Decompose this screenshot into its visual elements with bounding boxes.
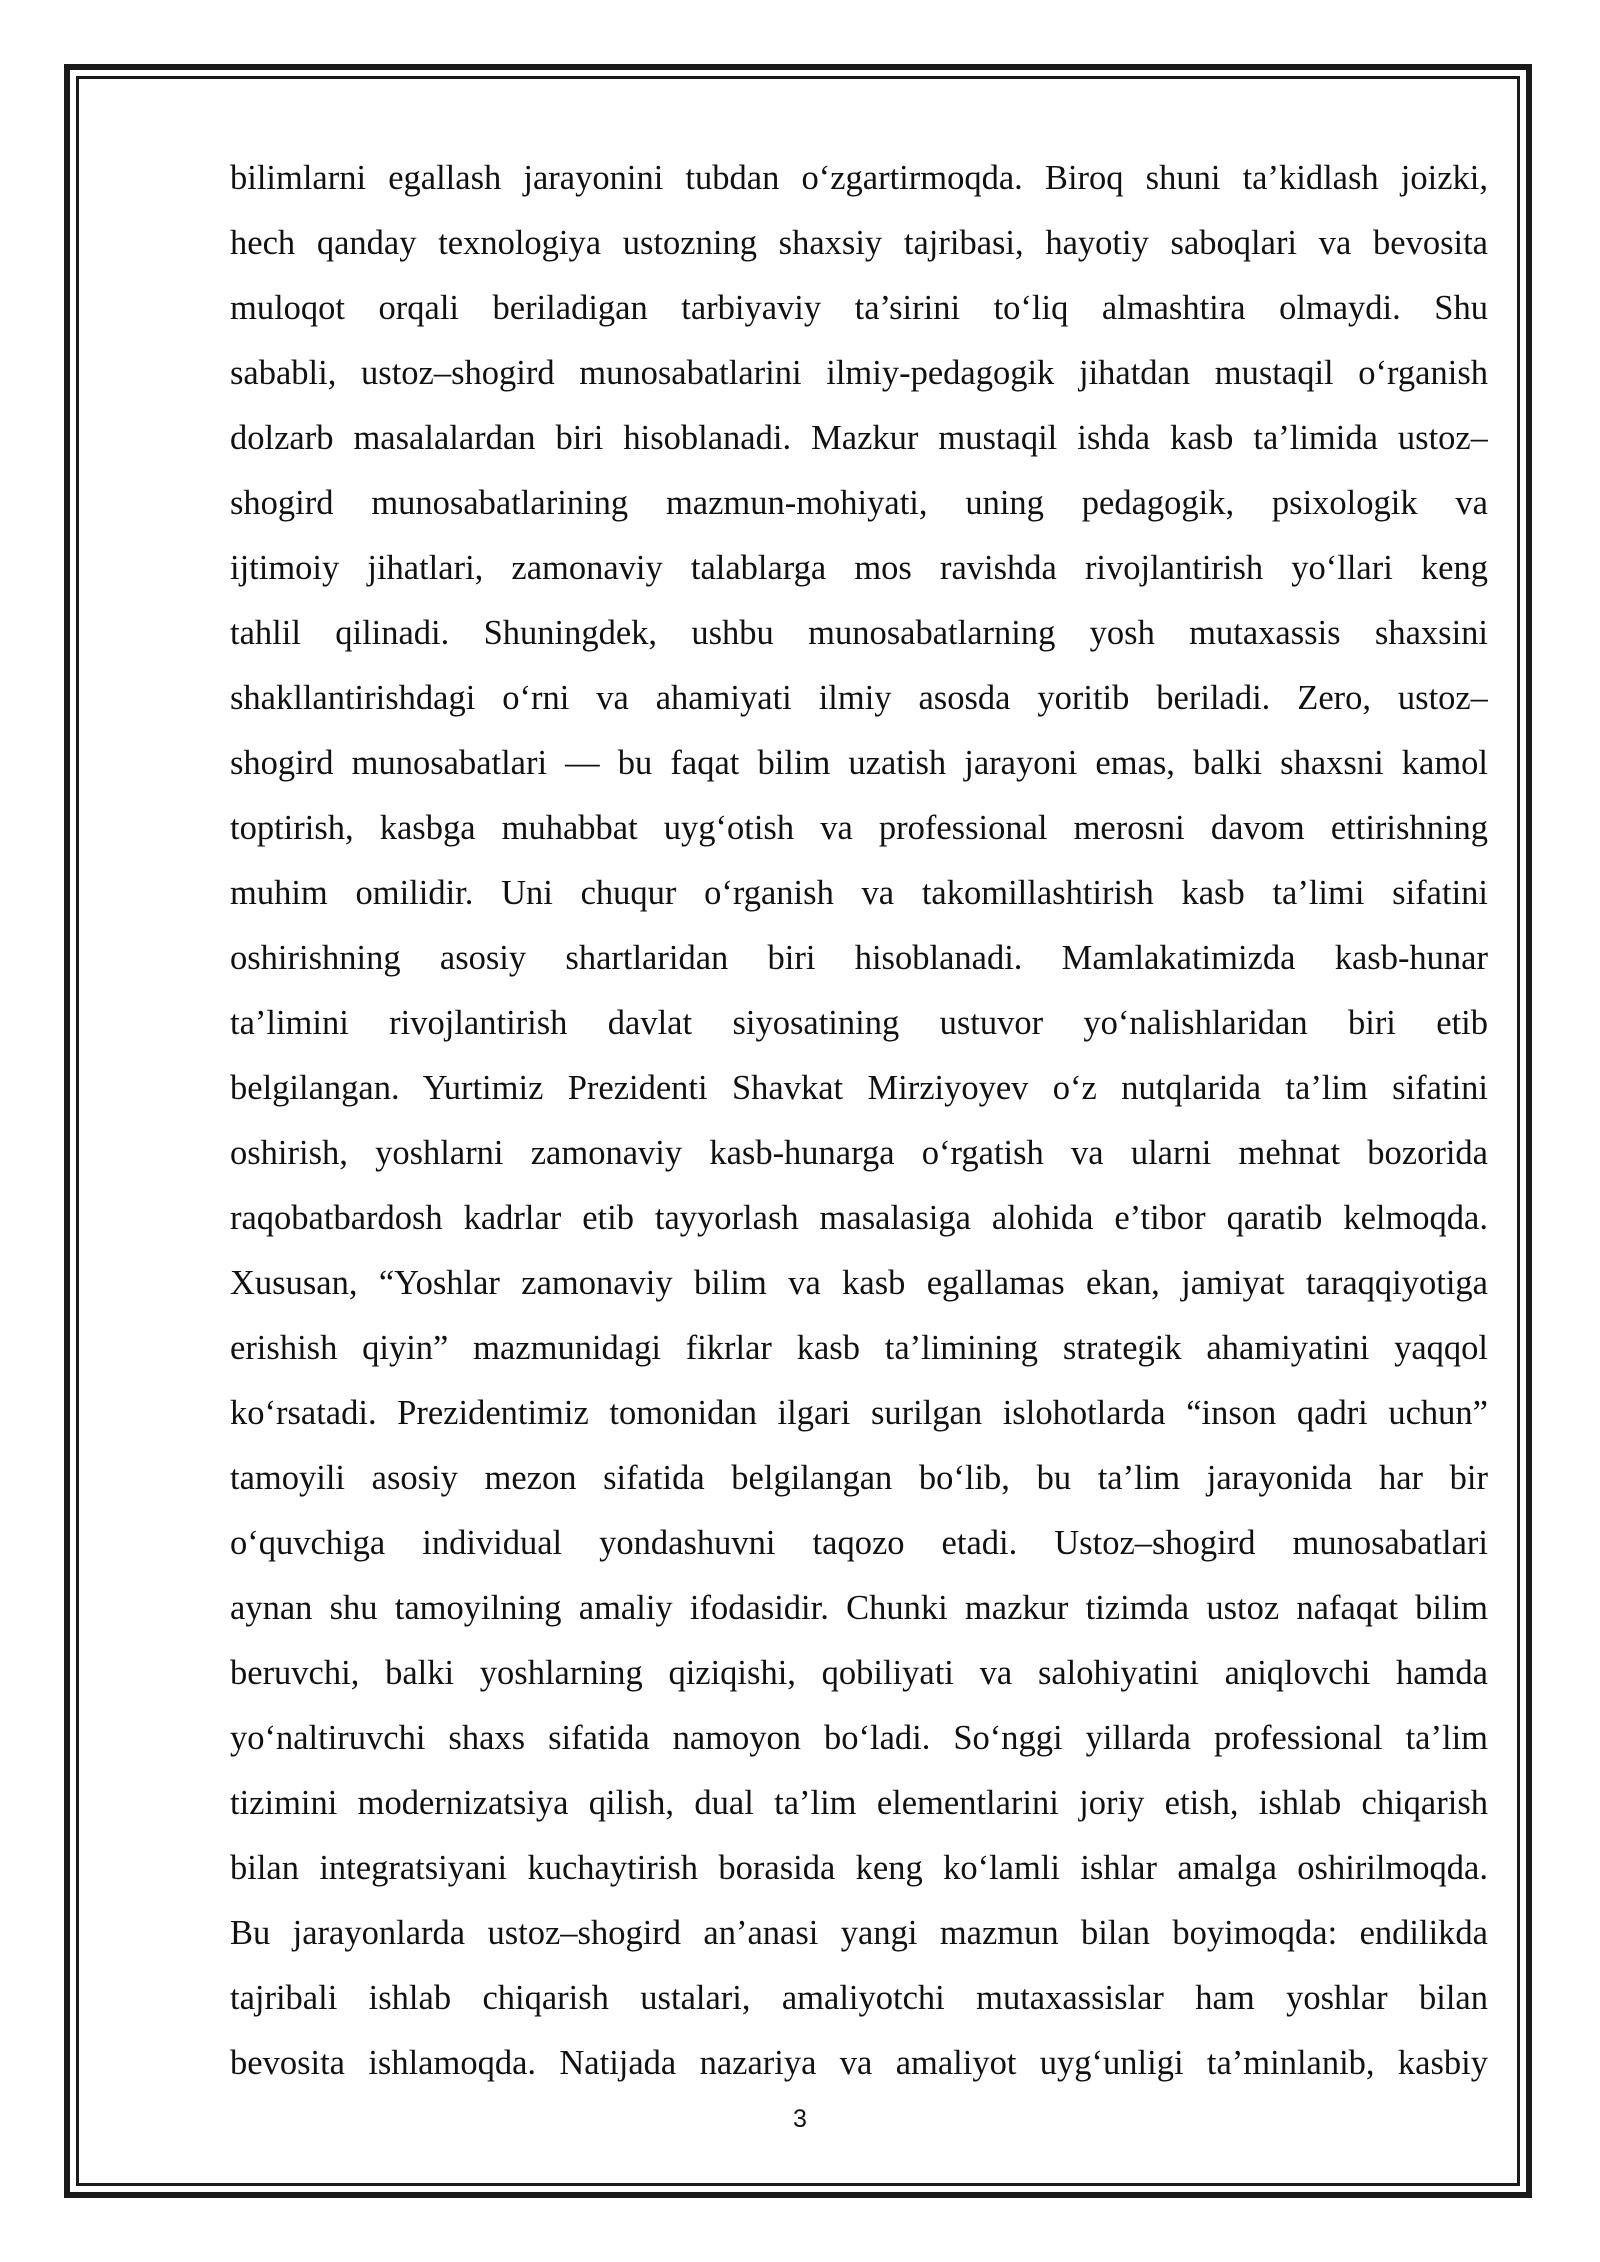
text-line-24: beruvchi, balki yoshlarning qiziqishi, qobiliyati va salohiyatini aniqlovchi hamda bbox=[230, 1654, 1488, 1692]
text-line-17: raqobatbardosh kadrlar etib tayyorlash masalasiga alohida e’tibor qaratib kelmoqda. bbox=[230, 1199, 1488, 1237]
text-line-6: shogird munosabatlarining mazmun-mohiyati, uning pedagogik, psixologik va bbox=[230, 484, 1488, 522]
text-line-15: belgilangan. Yurtimiz Prezidenti Shavkat Mirziyoyev o‘z nutqlarida ta’lim sifatini bbox=[230, 1069, 1488, 1107]
text-line-21: tamoyili asosiy mezon sifatida belgilangan bo‘lib, bu ta’lim jarayonida har bir bbox=[230, 1459, 1488, 1497]
text-line-27: bilan integratsiyani kuchaytirish borasida keng ko‘lamli ishlar amalga oshirilmoqda. bbox=[230, 1849, 1488, 1887]
text-line-23: aynan shu tamoyilning amaliy ifodasidir. Chunki mazkur tizimda ustoz nafaqat bilim bbox=[230, 1589, 1488, 1627]
text-line-18: Xususan, “Yoshlar zamonaviy bilim va kasb egallamas ekan, jamiyat taraqqiyotiga bbox=[230, 1264, 1488, 1302]
text-line-22: o‘quvchiga individual yondashuvni taqozo etadi. Ustoz–shogird munosabatlari bbox=[230, 1524, 1488, 1562]
text-line-19: erishish qiyin” mazmunidagi fikrlar kasb ta’limining strategik ahamiyatini yaqqol bbox=[230, 1329, 1488, 1367]
text-line-1: bilimlarni egallash jarayonini tubdan o‘zgartirmoqda. Biroq shuni ta’kidlash joizki, bbox=[230, 159, 1488, 197]
text-line-26: tizimini modernizatsiya qilish, dual ta’lim elementlarini joriy etish, ishlab chiqarish bbox=[230, 1784, 1488, 1822]
text-line-5: dolzarb masalalardan biri hisoblanadi. Mazkur mustaqil ishda kasb ta’limida ustoz– bbox=[230, 419, 1488, 457]
text-line-11: toptirish, kasbga muhabbat uyg‘otish va professional merosni davom ettirishning bbox=[230, 809, 1488, 847]
text-line-25: yo‘naltiruvchi shaxs sifatida namoyon bo‘ladi. So‘nggi yillarda professional ta’lim bbox=[230, 1719, 1488, 1757]
text-line-28: Bu jarayonlarda ustoz–shogird an’anasi yangi mazmun bilan boyimoqda: endilikda bbox=[230, 1914, 1488, 1952]
text-line-10: shogird munosabatlari — bu faqat bilim uzatish jarayoni emas, balki shaxsni kamol bbox=[230, 744, 1488, 782]
text-line-3: muloqot orqali beriladigan tarbiyaviy ta’sirini to‘liq almashtira olmaydi. Shu bbox=[230, 289, 1488, 327]
text-line-13: oshirishning asosiy shartlaridan biri hisoblanadi. Mamlakatimizda kasb-hunar bbox=[230, 939, 1488, 977]
text-line-29: tajribali ishlab chiqarish ustalari, amaliyotchi mutaxassislar ham yoshlar bilan bbox=[230, 1979, 1488, 2017]
text-line-20: ko‘rsatadi. Prezidentimiz tomonidan ilgari surilgan islohotlarda “inson qadri uchun” bbox=[230, 1394, 1488, 1432]
text-line-8: tahlil qilinadi. Shuningdek, ushbu munosabatlarning yosh mutaxassis shaxsini bbox=[230, 614, 1488, 652]
text-line-16: oshirish, yoshlarni zamonaviy kasb-hunarga o‘rgatish va ularni mehnat bozorida bbox=[230, 1134, 1488, 1172]
text-line-4: sababli, ustoz–shogird munosabatlarini ilmiy-pedagogik jihatdan mustaqil o‘rganish bbox=[230, 354, 1488, 392]
text-line-12: muhim omilidir. Uni chuqur o‘rganish va takomillashtirish kasb ta’limi sifatini bbox=[230, 874, 1488, 912]
text-line-9: shakllantirishdagi o‘rni va ahamiyati ilmiy asosda yoritib beriladi. Zero, ustoz– bbox=[230, 679, 1488, 717]
body-text bbox=[230, 152, 1488, 2102]
text-line-14: ta’limini rivojlantirish davlat siyosatining ustuvor yo‘nalishlaridan biri etib bbox=[230, 1004, 1488, 1042]
page-number: 3 bbox=[793, 2105, 807, 2133]
text-line-7: ijtimoiy jihatlari, zamonaviy talablarga mos ravishda rivojlantirish yo‘llari keng bbox=[230, 549, 1488, 587]
text-line-2: hech qanday texnologiya ustozning shaxsiy tajribasi, hayotiy saboqlari va bevosita bbox=[230, 224, 1488, 262]
text-line-30: bevosita ishlamoqda. Natijada nazariya va amaliyot uyg‘unligi ta’minlanib, kasbiy bbox=[230, 2044, 1488, 2082]
